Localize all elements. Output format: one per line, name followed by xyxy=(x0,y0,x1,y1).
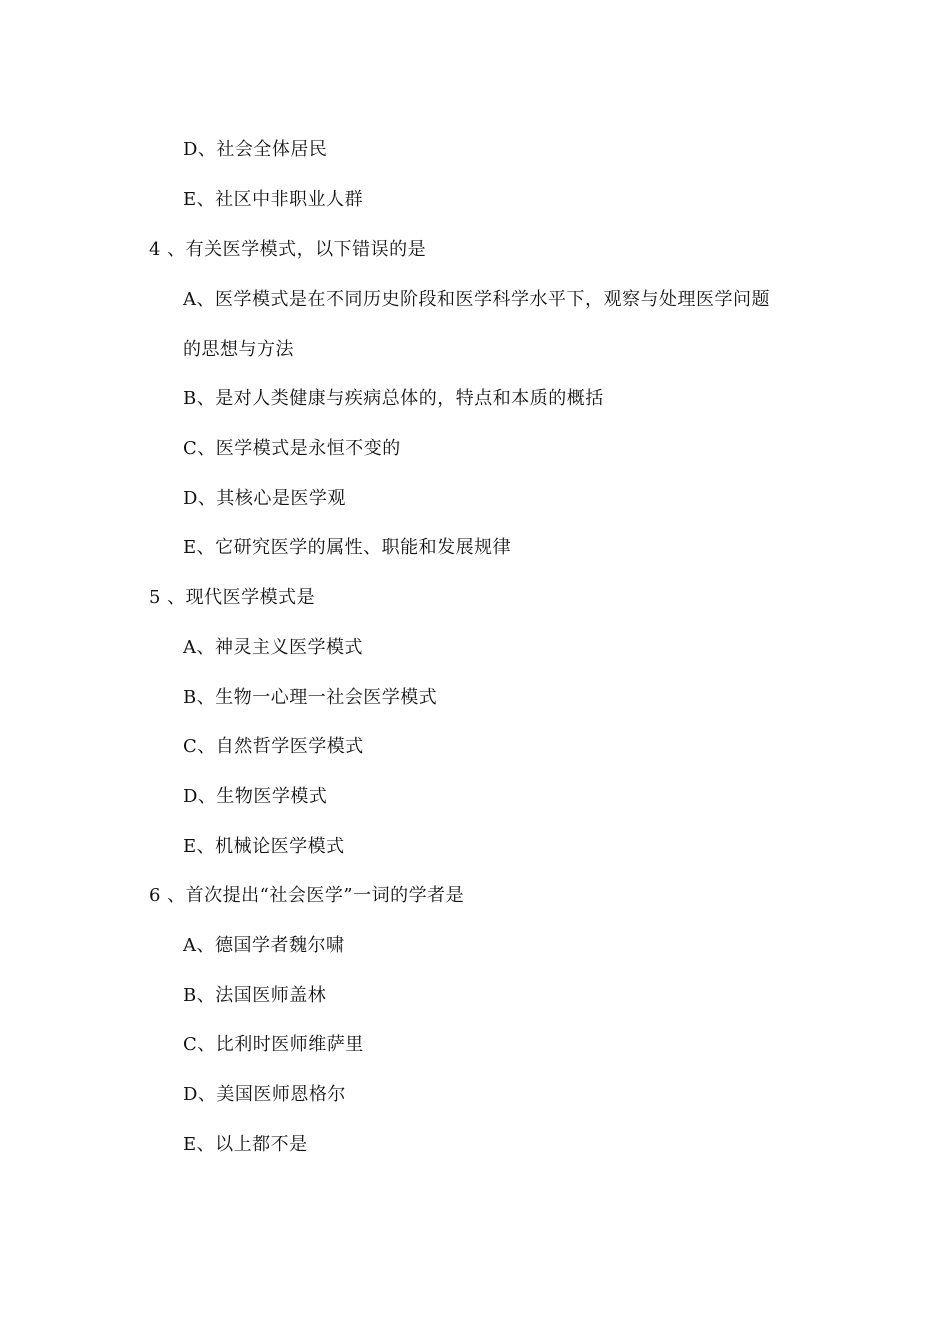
q5-option-d: D、生物医学模式 xyxy=(183,786,328,807)
q6-option-e: E、以上都不是 xyxy=(183,1134,308,1155)
q6-option-c: C、比利时医师维萨里 xyxy=(183,1034,364,1055)
q3-option-e: E、社区中非职业人群 xyxy=(183,189,364,210)
q4-option-e: E、它研究医学的属性、职能和发展规律 xyxy=(183,537,512,558)
q6-option-a: A、德国学者魏尔啸 xyxy=(183,935,345,956)
q3-option-d: D、社会全体居民 xyxy=(183,139,328,160)
q4-option-b: B、是对人类健康与疾病总体的，特点和本质的概括 xyxy=(183,388,604,409)
q6-option-b: B、法国医师盖林 xyxy=(183,985,327,1006)
q5-stem: 5 、现代医学模式是 xyxy=(149,587,316,608)
q5-option-c: C、自然哲学医学模式 xyxy=(183,736,364,757)
q4-stem: 4 、有关医学模式，以下错误的是 xyxy=(149,239,427,260)
q4-option-d: D、其核心是医学观 xyxy=(183,488,346,509)
q5-option-b: B、生物一心理一社会医学模式 xyxy=(183,687,438,708)
q6-option-d: D、美国医师恩格尔 xyxy=(183,1084,346,1105)
q4-option-a: A、医学模式是在不同历史阶段和医学科学水平下，观察与处理医学问题 xyxy=(183,289,770,310)
q4-option-c: C、医学模式是永恒不变的 xyxy=(183,438,401,459)
q6-stem: 6 、首次提出“社会医学”一词的学者是 xyxy=(149,885,465,906)
q4-option-a-continued: 的思想与方法 xyxy=(183,339,294,360)
q5-option-e: E、机械论医学模式 xyxy=(183,836,345,857)
q5-option-a: A、神灵主义医学模式 xyxy=(183,637,363,658)
